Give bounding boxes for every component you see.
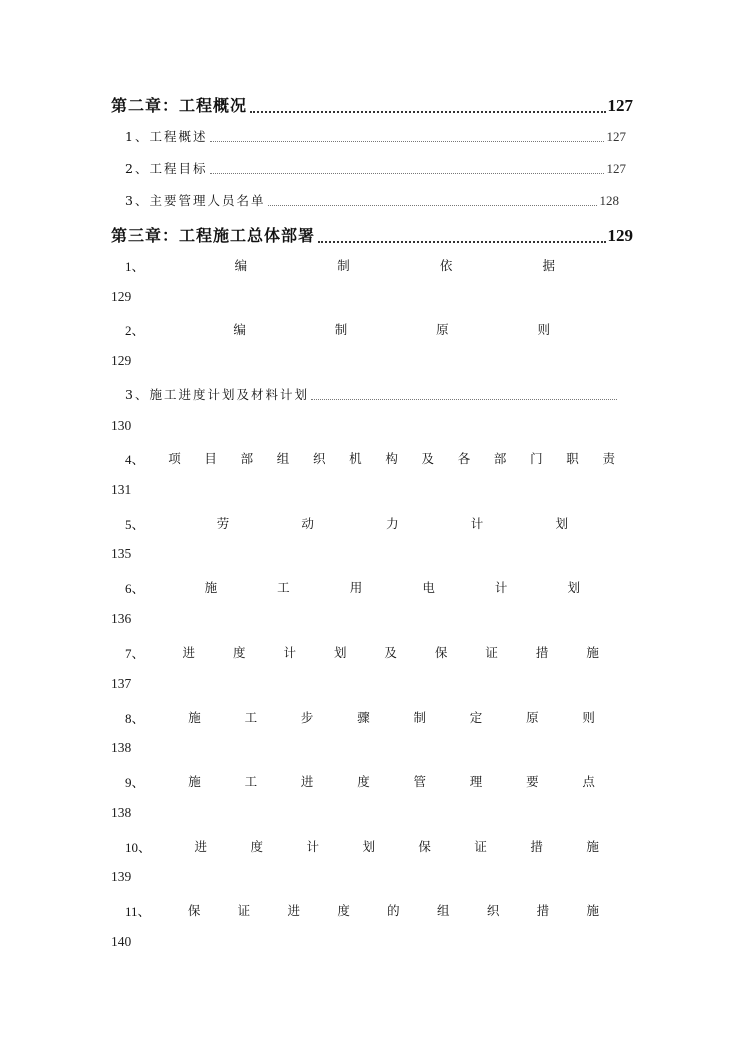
entry-char: 用	[349, 580, 363, 595]
entry-char: 保	[418, 839, 431, 854]
entry-number: 11、	[125, 903, 151, 919]
chapter-title: 第三章：工程施工总体部署	[111, 226, 316, 245]
entry-char: 措	[536, 903, 550, 918]
entry-char: 原	[436, 322, 449, 337]
entry-char: 及	[384, 645, 397, 660]
entry-char: 管	[413, 774, 426, 789]
entry-char: 责	[602, 451, 615, 466]
entry-char: 织	[486, 903, 500, 918]
toc-entry[interactable]	[125, 158, 626, 178]
entry-char: 划	[555, 516, 568, 531]
entry-char: 工	[244, 710, 258, 725]
chapter-page-number: 127	[607, 96, 633, 115]
entry-char: 骤	[357, 710, 370, 725]
entry-char: 措	[535, 645, 549, 660]
entry-char: 进	[182, 645, 195, 660]
toc-entry-justified[interactable]	[125, 642, 599, 662]
entry-number: 6、	[125, 580, 145, 596]
toc-chapter-3[interactable]	[111, 222, 633, 246]
dot-leader	[210, 141, 603, 142]
entry-char: 要	[526, 774, 539, 789]
toc-entry[interactable]	[125, 190, 619, 210]
toc-entry-justified[interactable]	[125, 255, 555, 275]
entry-char: 工	[277, 580, 290, 595]
entry-char: 证	[474, 839, 487, 854]
entry-char: 职	[566, 451, 579, 466]
entry-char: 计	[283, 645, 296, 660]
entry-char: 构	[385, 451, 398, 466]
entry-char: 各	[457, 451, 471, 466]
entry-char: 证	[237, 903, 251, 918]
toc-entry-justified[interactable]	[125, 448, 615, 468]
entry-char: 保	[434, 645, 448, 660]
toc-entry-justified[interactable]	[125, 900, 599, 920]
dot-leader	[311, 399, 617, 400]
entry-char: 划	[362, 839, 375, 854]
entry-title: 2、工程目标	[125, 161, 208, 176]
entry-title: 3、施工进度计划及材料计划	[125, 387, 309, 402]
entry-char: 部	[493, 451, 507, 466]
dot-leader	[318, 241, 605, 243]
entry-char: 证	[485, 645, 498, 660]
entry-page-number: 138	[111, 805, 132, 820]
entry-char: 点	[582, 774, 595, 789]
entry-char: 度	[250, 839, 263, 854]
entry-char: 施	[586, 645, 599, 660]
toc-chapter-2[interactable]	[111, 92, 633, 116]
entry-number: 1、	[125, 258, 145, 274]
entry-page-number: 130	[111, 418, 132, 433]
entry-char: 施	[188, 710, 201, 725]
entry-char: 动	[301, 516, 314, 531]
entry-char: 保	[187, 903, 201, 918]
entry-char: 编	[233, 322, 246, 337]
entry-page-number: 136	[111, 611, 132, 626]
entry-char: 机	[349, 451, 362, 466]
entry-char: 进	[300, 774, 314, 789]
entry-number: 10、	[125, 839, 152, 855]
entry-char: 门	[530, 451, 543, 466]
dot-leader	[250, 111, 605, 113]
entry-number: 2、	[125, 322, 145, 338]
entry-page-number: 139	[111, 869, 132, 884]
toc-entry[interactable]	[125, 384, 617, 404]
entry-char: 施	[188, 774, 201, 789]
entry-char: 划	[333, 645, 347, 660]
entry-char: 则	[582, 710, 595, 725]
entry-char: 组	[436, 903, 450, 918]
entry-page-number: 129	[111, 289, 132, 304]
entry-char: 则	[537, 322, 550, 337]
toc-entry-justified[interactable]	[125, 577, 580, 597]
entry-title: 1、工程概述	[125, 129, 208, 144]
entry-number: 8、	[125, 710, 145, 726]
entry-char: 编	[234, 258, 248, 273]
entry-number: 7、	[125, 645, 145, 661]
entry-char: 施	[586, 839, 599, 854]
toc-entry-justified[interactable]	[125, 319, 550, 339]
entry-page-number: 127	[606, 129, 626, 144]
entry-char: 计	[470, 516, 484, 531]
entry-char: 组	[276, 451, 290, 466]
entry-page-number: 137	[111, 676, 132, 691]
dot-leader	[210, 173, 603, 174]
entry-page-number: 140	[111, 934, 132, 949]
entry-char: 原	[526, 710, 539, 725]
toc-entry-justified[interactable]	[125, 836, 599, 856]
entry-char: 进	[287, 903, 301, 918]
entry-page-number: 131	[111, 482, 132, 497]
entry-page-number: 138	[111, 740, 132, 755]
entry-char: 制	[413, 710, 426, 725]
toc-entry[interactable]	[125, 126, 626, 146]
entry-char: 目	[204, 451, 217, 466]
entry-char: 度	[232, 645, 246, 660]
chapter-title: 第二章：工程概况	[111, 96, 248, 115]
entry-char: 依	[439, 258, 453, 273]
toc-entry-justified[interactable]	[125, 707, 595, 727]
entry-page-number: 129	[111, 353, 132, 368]
entry-char: 计	[306, 839, 319, 854]
entry-number: 9、	[125, 774, 145, 790]
entry-char: 理	[469, 774, 483, 789]
entry-char: 度	[357, 774, 370, 789]
entry-page-number: 128	[599, 193, 619, 208]
entry-number: 4、	[125, 451, 145, 467]
chapter-page-number: 129	[607, 226, 633, 245]
entry-char: 划	[567, 580, 580, 595]
toc-entry-justified[interactable]	[125, 513, 568, 533]
entry-char: 计	[494, 580, 508, 595]
dot-leader	[268, 205, 596, 206]
entry-char: 工	[244, 774, 258, 789]
entry-char: 力	[386, 516, 399, 531]
entry-char: 项	[168, 451, 181, 466]
entry-number: 5、	[125, 516, 145, 532]
entry-char: 及	[421, 451, 435, 466]
toc-entry-justified[interactable]	[125, 771, 595, 791]
entry-page-number: 127	[606, 161, 626, 176]
entry-char: 进	[194, 839, 207, 854]
entry-page-number: 135	[111, 546, 132, 561]
entry-char: 施	[204, 580, 218, 595]
entry-char: 措	[530, 839, 543, 854]
entry-char: 织	[312, 451, 326, 466]
entry-char: 电	[422, 580, 435, 595]
entry-char: 步	[300, 710, 314, 725]
entry-title: 3、主要管理人员名单	[125, 193, 266, 208]
entry-char: 制	[334, 322, 348, 337]
entry-char: 据	[542, 258, 555, 273]
entry-char: 劳	[216, 516, 230, 531]
entry-char: 度	[337, 903, 350, 918]
entry-char: 定	[469, 710, 483, 725]
entry-char: 施	[586, 903, 599, 918]
entry-char: 制	[337, 258, 350, 273]
entry-char: 的	[387, 903, 400, 918]
entry-char: 部	[240, 451, 254, 466]
